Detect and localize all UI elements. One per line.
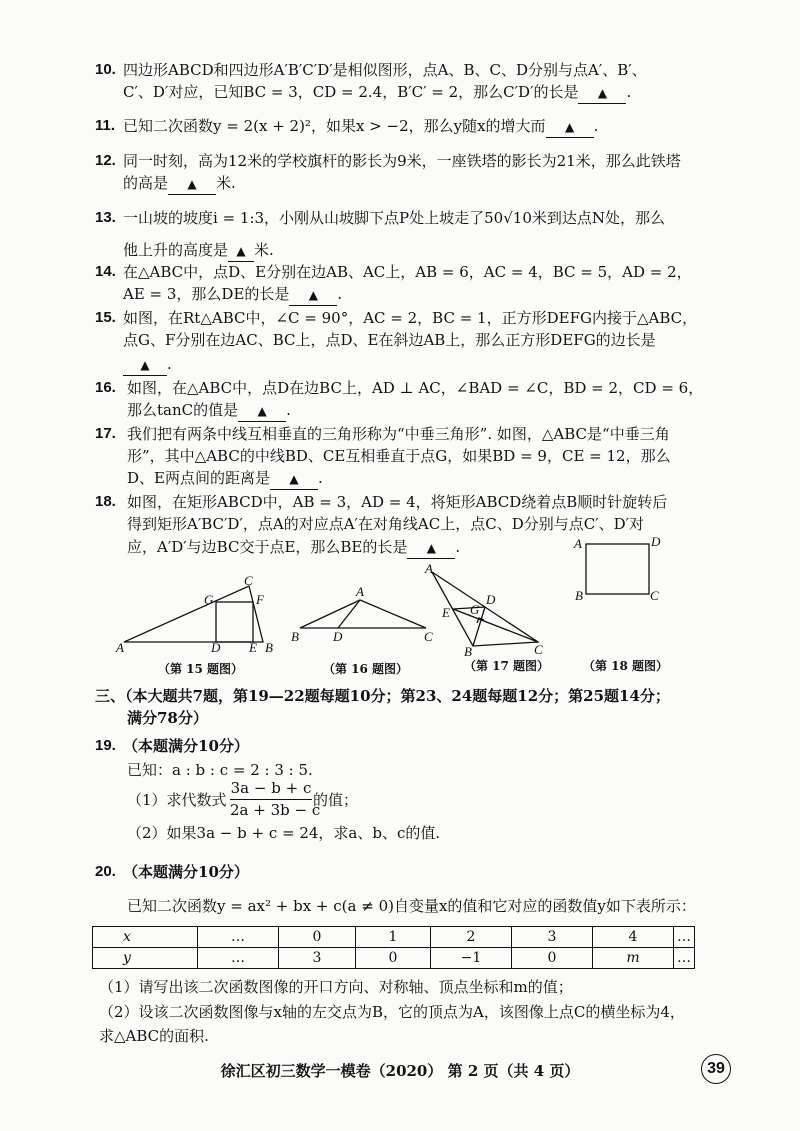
answer-blank: ▲ [407, 538, 455, 559]
answer-blank: ▲ [270, 469, 318, 490]
label-g: G [204, 592, 214, 607]
label-c: C [244, 573, 253, 588]
table-cell: 2 [431, 927, 512, 948]
label-e: E [442, 605, 450, 620]
answer-blank: ▲ [289, 285, 337, 306]
label-a: A [116, 640, 124, 655]
table-cell: 3 [279, 948, 356, 969]
problem-20-q2-line2: 求△ABC的面积. [99, 1027, 209, 1045]
problem-19-fraction [230, 778, 321, 821]
label-a: A [574, 536, 582, 551]
problem-17-line3: D、E两点间的距离是 ▲ . [127, 468, 323, 490]
figure-15 [112, 572, 292, 654]
problem-12-line1: 同一时刻，高为12米的学校旗杆的影长为9米，一座铁塔的影长为21米，那么此铁塔 [123, 152, 681, 170]
table-cell: 0 [356, 948, 431, 969]
page-footer: 徐汇区初三数学一模卷（2020） 第 2 页（共 4 页） [220, 1062, 580, 1080]
figure-17 [420, 562, 555, 657]
problem-16-line2: 那么tanC的值是 ▲ . [127, 400, 291, 422]
label-c: C [650, 588, 659, 603]
problem-20-header: （本题满分10分） [123, 863, 249, 881]
problem-20-number: 20. [95, 863, 116, 880]
problem-15-line1: 如图，在Rt△ABC中，∠C = 90°，AC = 2，BC = 1，正方形DEFG内接于△ABC， [123, 309, 698, 327]
problem-13-line1: 一山坡的坡度i = 1:3，小刚从山坡脚下点P处上坡走了50√10米到达点N处，那么 [123, 209, 665, 227]
label-g: G [470, 602, 480, 617]
problem-14-line2: AE = 3，那么DE的长是 ▲ . [123, 284, 342, 306]
problem-20-q1: （1）请写出该二次函数图像的开口方向、对称轴、顶点坐标和m的值； [99, 978, 573, 996]
answer-blank: ▲ [578, 83, 626, 104]
problem-20-q2-line1: （2）设该二次函数图像与x轴的左交点为B，它的顶点为A，该图像上点C的横坐标为4， [99, 1003, 685, 1021]
answer-blank: ▲ [228, 241, 254, 262]
problem-15-line3: ▲ . [123, 354, 172, 376]
table-cell: m [593, 948, 674, 969]
problem-14-line1: 在△ABC中，点D、E分别在边AB、AC上，AB = 6，AC = 4，BC = 5，AD = 2， [123, 263, 692, 281]
section-3-score: 满分78分） [127, 709, 208, 727]
caption-figure-18: （第 18 题图） [583, 659, 669, 673]
table-cell: 1 [356, 927, 431, 948]
figure-16 [288, 580, 438, 650]
problem-19-given: 已知：a : b : c = 2 : 3 : 5. [127, 761, 313, 779]
label-d: D [486, 592, 496, 607]
label-d: D [651, 534, 661, 549]
table-cell: … [198, 927, 279, 948]
problem-11-line1: 已知二次函数y = 2(x + 2)²，如果x > −2，那么y随x的增大而 ▲ . [123, 116, 598, 138]
label-b: B [575, 588, 583, 603]
fraction-numerator: 3a − b + c [230, 778, 312, 800]
problem-12-line2: 的高是 ▲ 米. [123, 173, 236, 195]
table-cell: 4 [593, 927, 674, 948]
table-row-y [93, 948, 695, 969]
value-table [92, 926, 695, 969]
problem-19-header: （本题满分10分） [123, 737, 249, 755]
problem-18-line2: 得到矩形A′BC′D′，点A的对应点A′在对角线AC上，点C、D分别与点C′、D′对 [127, 515, 645, 533]
table-cell: … [198, 948, 279, 969]
problem-18-line3: 应，A′D′与边BC交于点E，那么BE的长是 ▲ . [127, 537, 460, 559]
table-cell: … [674, 948, 695, 969]
triangle-abc [300, 600, 426, 628]
answer-blank: ▲ [546, 117, 594, 138]
answer-blank: ▲ [123, 355, 167, 376]
problem-10-number: 10. [95, 61, 116, 78]
label-a: A [356, 584, 364, 599]
problem-11-number: 11. [95, 117, 116, 134]
problem-12-number: 12. [95, 152, 116, 169]
problem-17-line2: 形”，其中△ABC的中线BD、CE互相垂直于点G，如果BD = 9，CE = 12，那么 [127, 447, 671, 465]
problem-10-line2: C′、D′对应，已知BC = 3，CD = 2.4，B′C′ = 2，那么C′D′的长是 ▲ . [123, 82, 631, 104]
label-c: C [534, 642, 543, 657]
answer-blank: ▲ [238, 401, 286, 422]
table-cell: x [93, 927, 198, 948]
problem-15-number: 15. [95, 309, 116, 326]
label-d: D [333, 629, 343, 644]
square-defg [216, 602, 253, 642]
label-d: D [211, 640, 221, 655]
caption-figure-15: （第 15 题图） [158, 662, 244, 676]
table-cell: 0 [279, 927, 356, 948]
segment-ad [338, 600, 360, 628]
triangle-abc [124, 586, 263, 642]
label-b: B [464, 644, 472, 659]
fraction-denominator: 2a + 3b − c [230, 801, 321, 819]
table-cell: … [674, 927, 695, 948]
label-b: B [265, 640, 273, 655]
problem-19-q1-suffix: 的值； [313, 791, 359, 809]
table-cell: −1 [431, 948, 512, 969]
problem-19-q1-prefix: （1）求代数式 [127, 791, 227, 809]
table-cell: 3 [512, 927, 593, 948]
label-b: B [291, 629, 299, 644]
label-f: F [256, 592, 264, 607]
table-cell: y [93, 948, 198, 969]
caption-figure-17: （第 17 题图） [464, 659, 550, 673]
problem-18-line1: 如图，在矩形ABCD中，AB = 3，AD = 4，将矩形ABCD绕着点B顺时针旋转后 [127, 493, 668, 511]
problem-14-number: 14. [95, 263, 116, 280]
section-3-heading: 三、（本大题共7题，第19—22题每题10分；第23、24题每题12分；第25题14分； [95, 687, 670, 705]
caption-figure-16: （第 16 题图） [323, 662, 409, 676]
problem-17-line1: 我们把有两条中线互相垂直的三角形称为“中垂三角形”. 如图，△ABC是“中垂三角 [127, 425, 670, 443]
label-a: A [425, 561, 433, 576]
problem-10-line1: 四边形ABCD和四边形A′B′C′D′是相似图形，点A、B、C、D分别与点A′、B′、 [123, 61, 647, 79]
figure-18 [572, 534, 667, 604]
label-e: E [249, 640, 257, 655]
problem-13-line2: 他上升的高度是 ▲ 米. [123, 240, 274, 262]
rectangle-abcd [586, 544, 649, 594]
problem-16-number: 16. [95, 379, 116, 396]
problem-19-q2: （2）如果3a − b + c = 24，求a、b、c的值. [127, 824, 441, 842]
problem-16-line1: 如图，在△ABC中，点D在边BC上，AD ⊥ AC，∠BAD = ∠C，BD = 2，CD = 6， [127, 379, 704, 397]
segment-de [453, 607, 485, 609]
table-row-x [93, 927, 695, 948]
label-c: C [424, 629, 433, 644]
problem-19-number: 19. [95, 737, 116, 754]
problem-20-intro: 已知二次函数y = ax² + bx + c(a ≠ 0)自变量x的值和它对应的函数值y如下表所示： [127, 897, 696, 915]
problem-18-number: 18. [95, 493, 116, 510]
table-cell: 0 [512, 948, 593, 969]
answer-blank: ▲ [168, 174, 216, 195]
problem-15-line2: 点G、F分别在边AC、BC上，点D、E在斜边AB上，那么正方形DEFG的边长是 [123, 331, 656, 349]
problem-13-number: 13. [95, 209, 116, 226]
page-number-circle: 39 [701, 1054, 731, 1084]
problem-17-number: 17. [95, 425, 116, 442]
